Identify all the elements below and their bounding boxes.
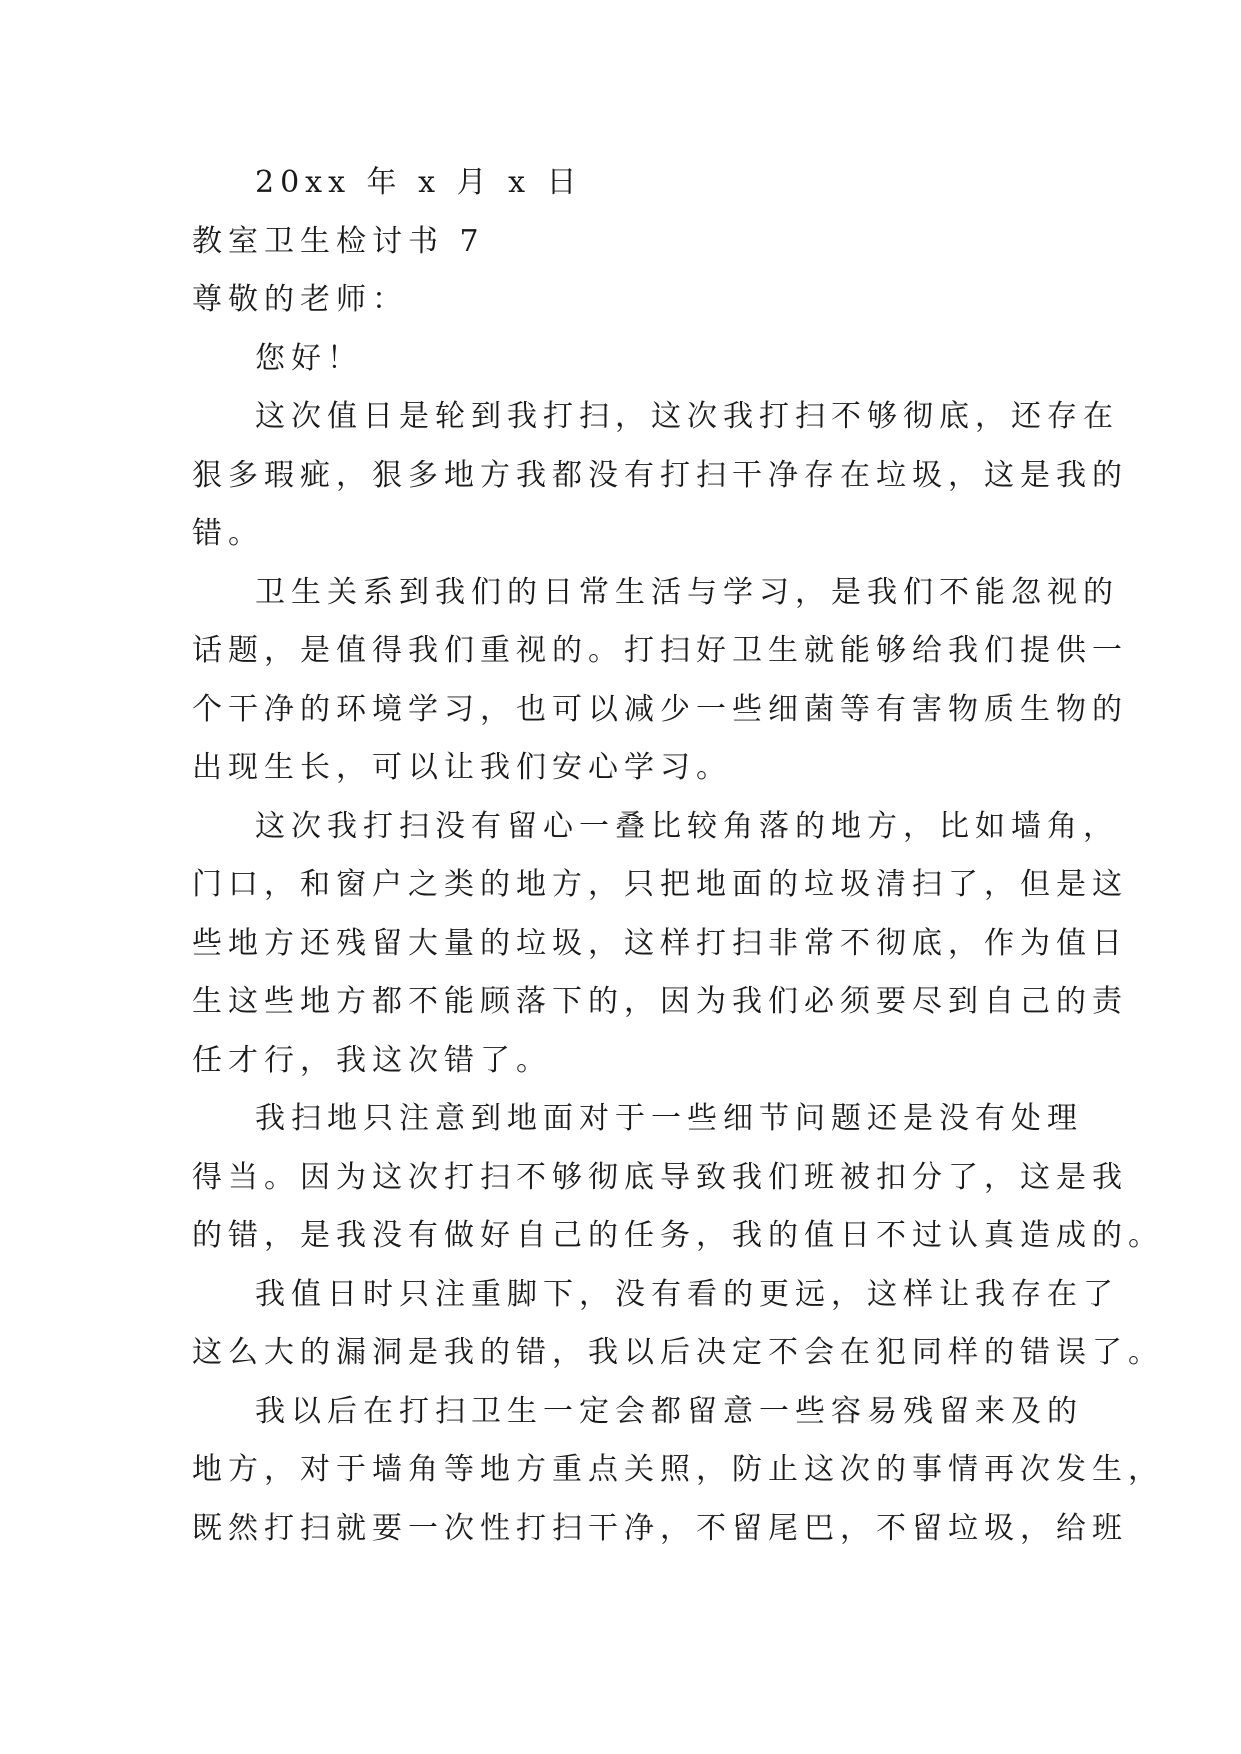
salutation: 尊敬的老师：: [192, 282, 408, 317]
paragraph: [192, 564, 1128, 798]
paragraph-line: 我值日时只注重脚下，没有看的更远，这样让我存在了: [255, 1276, 1119, 1312]
greeting: 您好！: [255, 340, 363, 376]
paragraph: [192, 1090, 1164, 1266]
paragraph: [192, 388, 1128, 564]
paragraph-line: 话题，是值得我们重视的。打扫好卫生就能够给我们提供一: [192, 633, 1128, 668]
paragraph-line: 个干净的环境学习，也可以减少一些细菌等有害物质生物的: [192, 691, 1128, 727]
paragraph-line: 这次我打扫没有留心一叠比较角落的地方，比如墙角，: [255, 808, 1119, 844]
paragraph-line: 既然打扫就要一次性打扫干净，不留尾巴，不留垃圾，给班: [192, 1510, 1128, 1546]
paragraph-line: 卫生关系到我们的日常生活与学习，是我们不能忽视的: [255, 574, 1119, 610]
paragraph-line: 这次值日是轮到我打扫，这次我打扫不够彻底，还存在: [255, 399, 1119, 434]
paragraph-line: 的错，是我没有做好自己的任务，我的值日不过认真造成的。: [192, 1218, 1164, 1253]
paragraph-line: 生这些地方都不能顾落下的，因为我们必须要尽到自己的责: [192, 984, 1128, 1019]
paragraph: [192, 798, 1128, 1091]
document-page: [192, 154, 1164, 1558]
paragraph-line: 狠多瑕疵，狠多地方我都没有打扫干净存在垃圾，这是我的: [192, 457, 1128, 493]
paragraph: [192, 1383, 1164, 1559]
paragraph-line: 这么大的漏洞是我的错，我以后决定不会在犯同样的错误了。: [192, 1335, 1164, 1370]
paragraph-line: 门口，和窗户之类的地方，只把地面的垃圾清扫了，但是这: [192, 867, 1128, 902]
paragraph-line: 我以后在打扫卫生一定会都留意一些容易残留来及的: [255, 1393, 1083, 1429]
paragraph-line: 得当。因为这次打扫不够彻底导致我们班被扣分了，这是我: [192, 1159, 1128, 1195]
paragraph-line: 些地方还残留大量的垃圾，这样打扫非常不彻底，作为值日: [192, 925, 1128, 961]
paragraph-line: 任才行，我这次错了。: [192, 1042, 552, 1078]
date-line: 20xx 年 x 月 x 日: [255, 165, 583, 200]
paragraph-line: 地方，对于墙角等地方重点关照，防止这次的事情再次发生，: [192, 1452, 1164, 1487]
section-title: 教室卫生检讨书 7: [192, 223, 485, 259]
paragraph: [192, 1266, 1164, 1383]
paragraph-line: 出现生长，可以让我们安心学习。: [192, 750, 732, 785]
paragraph-line: 错。: [192, 516, 264, 551]
paragraph-line: 我扫地只注意到地面对于一些细节问题还是没有处理: [255, 1101, 1083, 1136]
